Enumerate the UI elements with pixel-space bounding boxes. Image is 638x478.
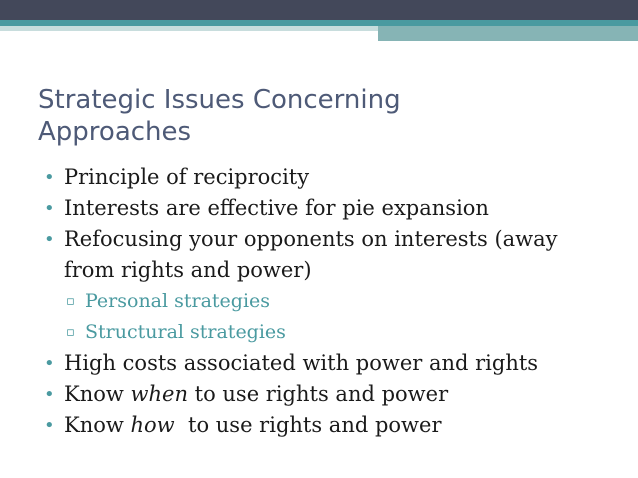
bullet-text-pre: Know xyxy=(64,413,131,437)
bullet-icon: • xyxy=(44,353,55,374)
bullet-item xyxy=(44,193,624,224)
header-band-light xyxy=(0,26,378,31)
sub-bullet-icon: ▫ xyxy=(66,325,75,340)
bullet-text-emphasis: when xyxy=(130,382,188,406)
bullet-item xyxy=(44,379,624,410)
sub-bullet-icon: ▫ xyxy=(66,294,75,309)
header-band-teal-block xyxy=(378,26,638,41)
bullet-text-post: to use rights and power xyxy=(174,413,442,437)
bullet-item xyxy=(44,410,624,441)
bullet-text-post: to use rights and power xyxy=(187,382,449,406)
bullet-icon: • xyxy=(44,384,55,405)
sub-bullet-item xyxy=(44,286,624,317)
slide-content xyxy=(44,162,624,441)
bullet-item xyxy=(44,162,624,193)
header-band-dark xyxy=(0,0,638,20)
bullet-icon: • xyxy=(44,229,55,250)
slide-title xyxy=(38,84,598,148)
bullet-icon: • xyxy=(44,167,55,188)
sub-bullet-text: Structural strategies xyxy=(85,321,286,343)
bullet-text-pre: Know xyxy=(64,382,131,406)
sub-bullet-text: Personal strategies xyxy=(85,290,271,312)
slide-title-line-2: Approaches xyxy=(38,117,192,147)
bullet-item xyxy=(44,224,624,286)
bullet-text: Interests are effective for pie expansion xyxy=(64,196,489,220)
bullet-text-line-1: Refocusing your opponents on interests (away xyxy=(64,227,558,251)
bullet-text: High costs associated with power and rights xyxy=(64,351,539,375)
slide-title-line-1: Strategic Issues Concerning xyxy=(38,85,401,115)
bullet-text-emphasis: how xyxy=(130,413,175,437)
sub-bullet-item xyxy=(44,317,624,348)
bullet-icon: • xyxy=(44,198,55,219)
bullet-text-line-2: from rights and power) xyxy=(64,258,312,282)
bullet-text: Principle of reciprocity xyxy=(64,165,310,189)
bullet-item xyxy=(44,348,624,379)
bullet-icon: • xyxy=(44,415,55,436)
